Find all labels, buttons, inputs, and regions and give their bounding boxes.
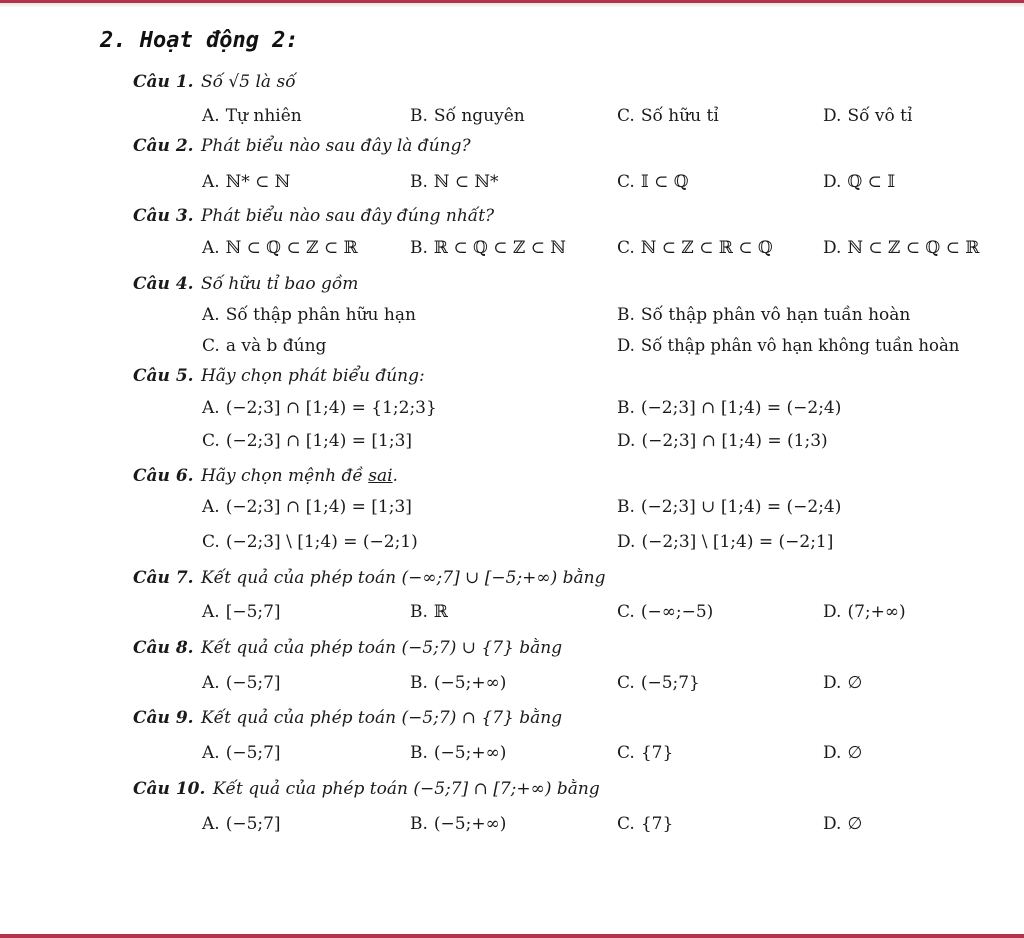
question-4-option-a: A. Số thập phân hữu hạn (202, 305, 416, 325)
question-3-option-a: A. ℕ ⊂ ℚ ⊂ ℤ ⊂ ℝ (202, 238, 358, 258)
question-3-option-c: C. ℕ ⊂ ℤ ⊂ ℝ ⊂ ℚ (617, 238, 773, 258)
question-5-option-b: B. (−2;3] ∩ [1;4) = (−2;4) (617, 398, 842, 418)
question-1-option-c: C. Số hữu tỉ (617, 106, 719, 126)
question-stem: Kết quả của phép toán (−∞;7] ∪ [−5;+∞) bằng (200, 568, 606, 588)
underlined-word: sai (368, 466, 393, 486)
question-2-option-d: D. ℚ ⊂ 𝕀 (823, 172, 896, 192)
question-8 (133, 638, 562, 658)
question-8-option-d: D. ∅ (823, 673, 863, 693)
question-3-option-d: D. ℕ ⊂ ℤ ⊂ ℚ ⊂ ℝ (823, 238, 980, 258)
question-number: Câu 9. (133, 708, 194, 728)
question-8-option-b: B. (−5;+∞) (410, 673, 507, 693)
question-stem: Hãy chọn mệnh đề sai. (200, 466, 398, 486)
question-stem: Kết quả của phép toán (−5;7) ∩ {7} bằng (200, 708, 563, 728)
question-4 (133, 274, 358, 294)
question-number: Câu 6. (133, 466, 194, 486)
question-6-option-c: C. (−2;3] \ [1;4) = (−2;1) (202, 532, 418, 552)
question-stem: Kết quả của phép toán (−5;7) ∪ {7} bằng (200, 638, 563, 658)
question-stem: Hãy chọn phát biểu đúng: (200, 366, 425, 386)
top-border-shadow (0, 3, 1024, 8)
question-4-option-b: B. Số thập phân vô hạn tuần hoàn (617, 305, 911, 325)
section-title: 2. Hoạt động 2: (100, 28, 299, 53)
question-10-option-c: C. {7} (617, 814, 674, 834)
question-6 (133, 466, 398, 486)
question-10-option-b: B. (−5;+∞) (410, 814, 507, 834)
question-1-option-d: D. Số vô tỉ (823, 106, 913, 126)
question-9-option-d: D. ∅ (823, 743, 863, 763)
question-2-option-c: C. 𝕀 ⊂ ℚ (617, 172, 689, 192)
bottom-border (0, 934, 1024, 938)
question-7-option-c: C. (−∞;−5) (617, 602, 714, 622)
question-9-option-c: C. {7} (617, 743, 674, 763)
question-5 (133, 366, 425, 386)
question-4-option-c: C. a và b đúng (202, 336, 327, 356)
question-number: Câu 1. (133, 72, 194, 92)
question-stem: Phát biểu nào sau đây đúng nhất? (200, 206, 495, 226)
question-2-option-a: A. ℕ* ⊂ ℕ (202, 172, 291, 192)
question-7-option-a: A. [−5;7] (202, 602, 281, 622)
question-number: Câu 2. (133, 136, 194, 156)
question-6-option-a: A. (−2;3] ∩ [1;4) = [1;3] (202, 497, 412, 517)
question-5-option-d: D. (−2;3] ∩ [1;4) = (1;3) (617, 431, 828, 451)
question-number: Câu 5. (133, 366, 194, 386)
question-4-option-d: D. Số thập phân vô hạn không tuần hoàn (617, 336, 960, 355)
question-7 (133, 568, 605, 588)
question-6-option-b: B. (−2;3] ∪ [1;4) = (−2;4) (617, 497, 842, 517)
question-5-option-c: C. (−2;3] ∩ [1;4) = [1;3] (202, 431, 413, 451)
question-number: Câu 7. (133, 568, 194, 588)
question-8-option-c: C. (−5;7} (617, 673, 700, 693)
question-10-option-a: A. (−5;7] (202, 814, 281, 834)
question-stem: Kết quả của phép toán (−5;7] ∩ [7;+∞) bằng (212, 779, 600, 799)
question-1 (133, 72, 296, 92)
question-7-option-b: B. ℝ (410, 602, 449, 622)
question-9-option-b: B. (−5;+∞) (410, 743, 507, 763)
question-7-option-d: D. (7;+∞) (823, 602, 906, 622)
question-3-option-b: B. ℝ ⊂ ℚ ⊂ ℤ ⊂ ℕ (410, 238, 566, 258)
question-9 (133, 708, 562, 728)
question-6-option-d: D. (−2;3] \ [1;4) = (−2;1] (617, 532, 834, 552)
question-10 (133, 779, 600, 799)
question-1-option-b: B. Số nguyên (410, 106, 525, 126)
question-3 (133, 206, 494, 226)
question-1-option-a: A. Tự nhiên (202, 106, 302, 126)
question-number: Câu 8. (133, 638, 194, 658)
question-number: Câu 3. (133, 206, 194, 226)
question-number: Câu 4. (133, 274, 194, 294)
question-8-option-a: A. (−5;7] (202, 673, 281, 693)
question-9-option-a: A. (−5;7] (202, 743, 281, 763)
question-stem: Phát biểu nào sau đây là đúng? (200, 136, 471, 156)
question-2-option-b: B. ℕ ⊂ ℕ* (410, 172, 499, 192)
question-stem: Số √5 là số (200, 72, 296, 92)
question-2 (133, 136, 471, 156)
question-10-option-d: D. ∅ (823, 814, 863, 834)
question-stem: Số hữu tỉ bao gồm (200, 274, 359, 294)
question-number: Câu 10. (133, 779, 206, 799)
question-5-option-a: A. (−2;3] ∩ [1;4) = {1;2;3} (202, 398, 437, 418)
